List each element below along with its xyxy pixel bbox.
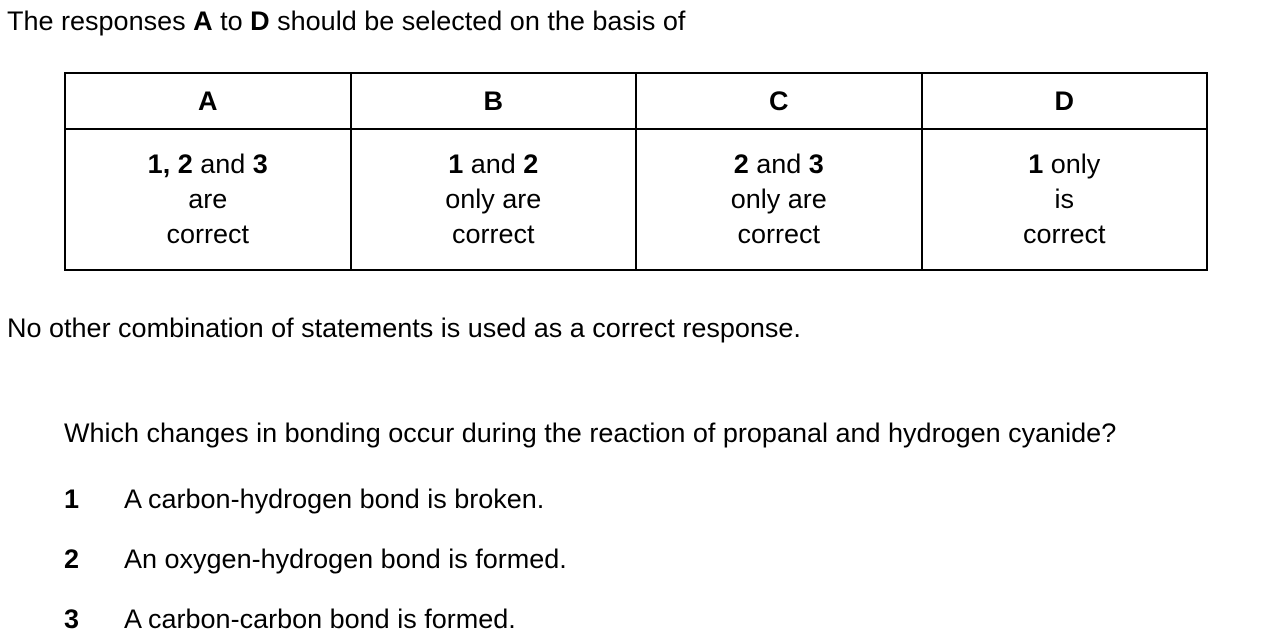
intro-letter-d: D xyxy=(250,6,270,36)
statement-number: 1 xyxy=(64,484,80,514)
instructions-text xyxy=(7,4,685,38)
cell-b-and: and xyxy=(463,149,524,179)
intro-text-after: should be selected on the basis of xyxy=(269,6,686,36)
cell-d-num1: 1 xyxy=(1028,149,1044,179)
cell-a-num2: 2 xyxy=(177,149,193,179)
cell-b-num2: 2 xyxy=(523,149,539,179)
cell-a-num3: 3 xyxy=(252,149,268,179)
cell-d-line2: is xyxy=(1054,184,1074,214)
cell-c-num1: 2 xyxy=(733,149,749,179)
statement-1 xyxy=(64,482,544,516)
cell-d-line3: correct xyxy=(1022,219,1106,249)
cell-d-only: only xyxy=(1043,149,1101,179)
cell-c-num2: 3 xyxy=(808,149,824,179)
cell-c-and: and xyxy=(748,149,809,179)
statement-text: A carbon-hydrogen bond is broken. xyxy=(124,484,545,514)
response-key-header-row xyxy=(65,73,1207,129)
statement-number: 3 xyxy=(64,604,80,634)
cell-c-line2: only are xyxy=(730,184,827,214)
intro-text-middle: to xyxy=(212,6,251,36)
cell-a-line3: correct xyxy=(166,219,250,249)
statement-number: 2 xyxy=(64,544,80,574)
response-b-cell xyxy=(351,129,637,270)
intro-text-before: The responses xyxy=(7,6,194,36)
cell-a-and: and xyxy=(192,149,253,179)
header-a: A xyxy=(65,73,351,129)
question-text: Which changes in bonding occur during the reaction of propanal and hydrogen cyanide? xyxy=(64,418,1117,448)
cell-a-sep: , xyxy=(162,149,178,179)
statement-text: A carbon-carbon bond is formed. xyxy=(124,604,516,634)
response-a-cell xyxy=(65,129,351,270)
cell-a-line2: are xyxy=(188,184,228,214)
intro-letter-a: A xyxy=(193,6,213,36)
header-c: C xyxy=(636,73,922,129)
combination-note: No other combination of statements is used as a correct response. xyxy=(7,313,801,343)
statement-2 xyxy=(64,542,567,576)
response-key-body-row xyxy=(65,129,1207,270)
cell-b-line2: only are xyxy=(445,184,542,214)
statement-text: An oxygen-hydrogen bond is formed. xyxy=(124,544,567,574)
statement-3 xyxy=(64,602,516,636)
header-d: D xyxy=(922,73,1208,129)
response-key-table xyxy=(64,72,1208,271)
cell-a-num1: 1 xyxy=(147,149,163,179)
cell-b-num1: 1 xyxy=(448,149,464,179)
cell-c-line3: correct xyxy=(737,219,821,249)
response-c-cell xyxy=(636,129,922,270)
header-b: B xyxy=(351,73,637,129)
response-d-cell xyxy=(922,129,1208,270)
cell-b-line3: correct xyxy=(451,219,535,249)
